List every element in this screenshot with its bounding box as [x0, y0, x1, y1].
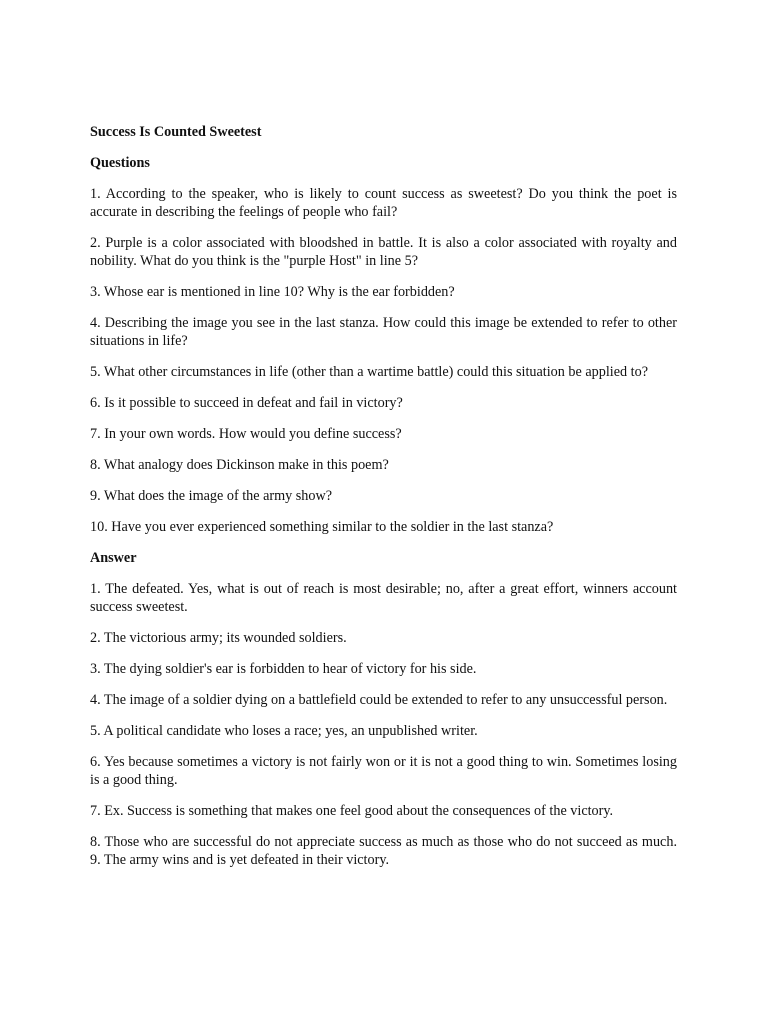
question-item: 6. Is it possible to succeed in defeat and fail in victory? — [90, 395, 403, 411]
question-item: 10. Have you ever experienced something similar to the soldier in the last stanza? — [90, 519, 554, 535]
answer-item: 8. Those who are successful do not appreciate success as much as those who do not succeed as much. 9. The army wins and is yet defeated in their victory. — [90, 834, 677, 868]
answer-item: 2. The victorious army; its wounded soldiers. — [90, 630, 347, 646]
question-item: 7. In your own words. How would you define success? — [90, 426, 402, 442]
question-item: 9. What does the image of the army show? — [90, 488, 333, 504]
answer-item: 6. Yes because sometimes a victory is not fairly won or it is not a good thing to win. Sometimes losing is a good thing. — [90, 754, 677, 788]
answer-item: 1. The defeated. Yes, what is out of reach is most desirable; no, after a great effort, winners account success sweetest. — [90, 581, 677, 615]
question-item: 5. What other circumstances in life (other than a wartime battle) could this situation be applied to? — [90, 364, 648, 380]
answer-heading: Answer — [90, 550, 137, 566]
document-page — [90, 123, 677, 882]
questions-heading: Questions — [90, 155, 150, 171]
question-item: 8. What analogy does Dickinson make in this poem? — [90, 457, 389, 473]
question-item: 2. Purple is a color associated with bloodshed in battle. It is also a color associated with royalty and nobility. What do you think is the "purple Host" in line 5? — [90, 235, 677, 269]
answer-item: 4. The image of a soldier dying on a battlefield could be extended to refer to any unsuccessful person. — [90, 692, 668, 708]
answer-item: 3. The dying soldier's ear is forbidden to hear of victory for his side. — [90, 661, 477, 677]
document-title: Success Is Counted Sweetest — [90, 124, 262, 140]
question-item: 3. Whose ear is mentioned in line 10? Why is the ear forbidden? — [90, 284, 455, 300]
answer-item: 7. Ex. Success is something that makes one feel good about the consequences of the victory. — [90, 803, 614, 819]
question-item: 1. According to the speaker, who is likely to count success as sweetest? Do you think the poet is accurate in describing the feelings of people who fail? — [90, 186, 677, 220]
question-item: 4. Describing the image you see in the last stanza. How could this image be extended to refer to other situations in life? — [90, 315, 677, 349]
answer-item: 5. A political candidate who loses a race; yes, an unpublished writer. — [90, 723, 478, 739]
